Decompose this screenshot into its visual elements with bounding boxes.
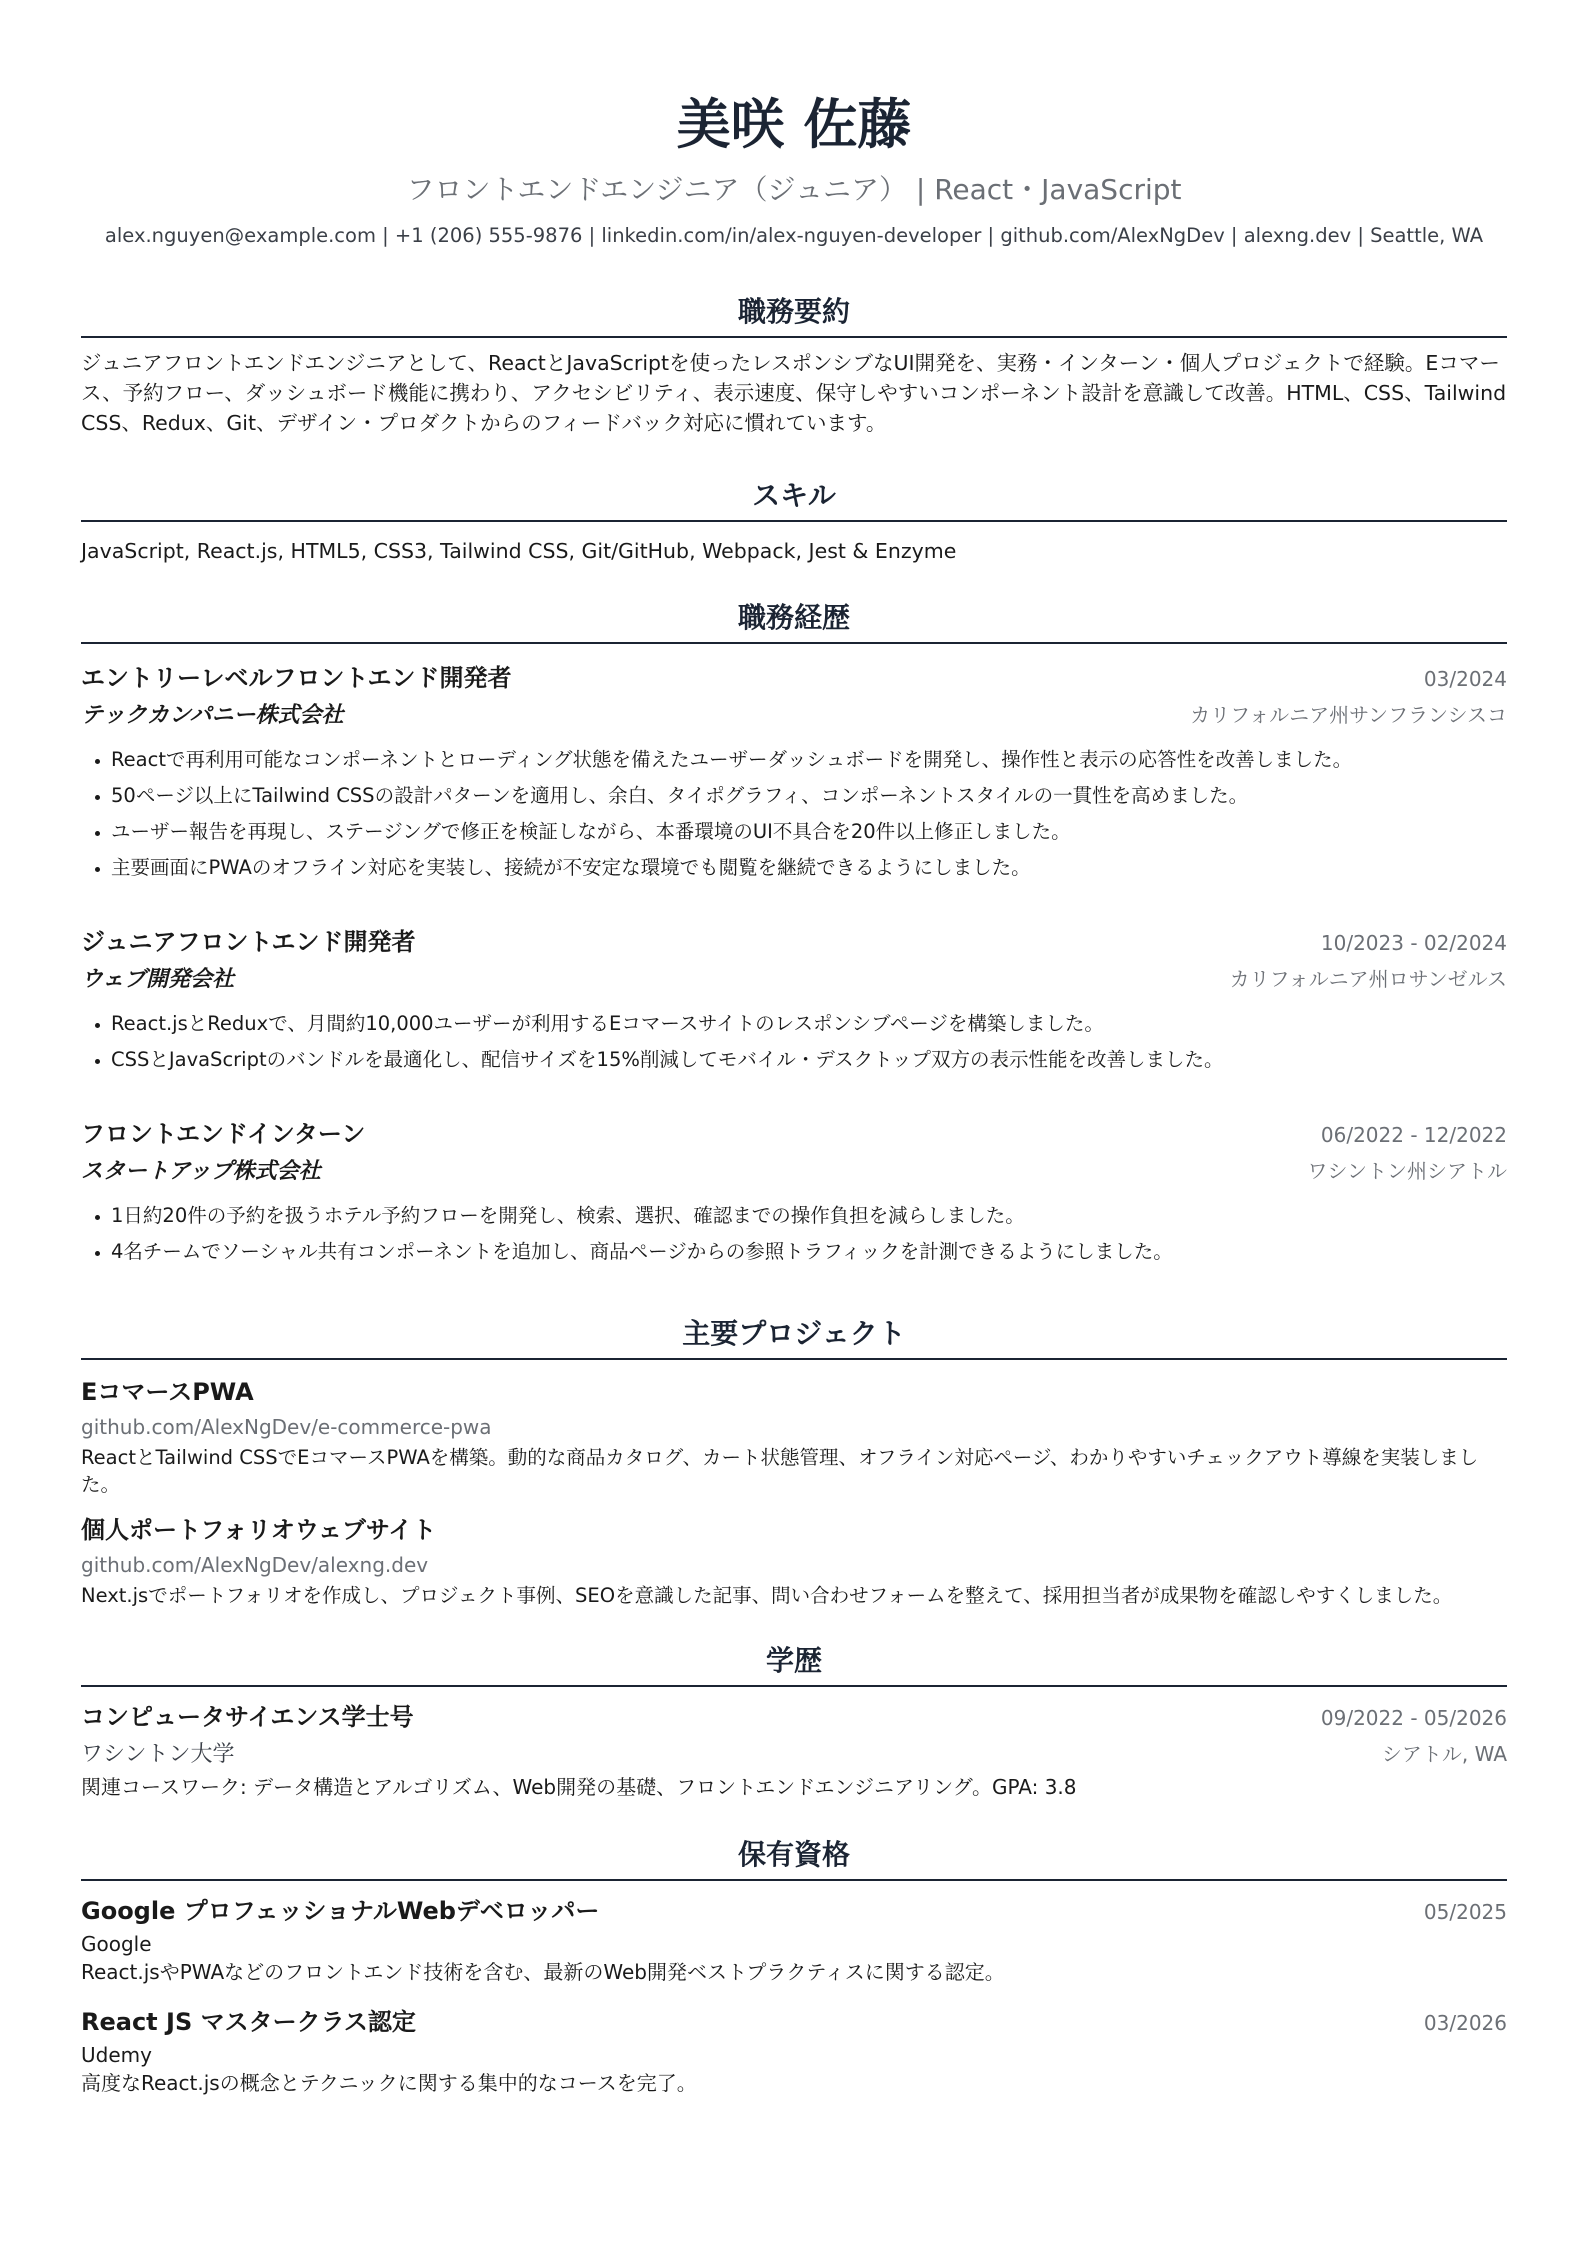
project-name: EコマースPWA	[81, 1378, 254, 1406]
project-link[interactable]: github.com/AlexNgDev/alexng.dev	[81, 1553, 429, 1577]
job-company: テックカンパニー株式会社	[81, 703, 344, 728]
job-entry	[81, 924, 1507, 1078]
job-date: 10/2023 - 02/2024	[1320, 931, 1507, 955]
summary-section	[81, 292, 1507, 438]
job-role: エントリーレベルフロントエンド開発者	[81, 664, 512, 692]
certification-entry	[81, 1893, 1507, 1986]
contact-linkedin: linkedin.com/in/alex-nguyen-developer	[601, 224, 982, 247]
section-title: 保有資格	[81, 1835, 1507, 1881]
job-bullet: • CSSとJavaScriptのバンドルを最適化し、配信サイズを15%削減してモバイル・デスクトップ双方の表示性能を改善しました。	[111, 1042, 1507, 1078]
contact-separator: |	[1351, 224, 1371, 247]
contact-github: github.com/AlexNgDev	[1000, 224, 1225, 247]
contact-separator: |	[375, 224, 395, 247]
section-title: 職務経歴	[81, 598, 1507, 644]
certification-issuer: Udemy	[81, 2043, 152, 2067]
certification-date: 03/2026	[1423, 2011, 1507, 2035]
job-entry	[81, 660, 1507, 886]
job-company: スタートアップ株式会社	[81, 1159, 321, 1184]
resume-header	[81, 0, 1507, 250]
job-location: カリフォルニア州サンフランシスコ	[1190, 703, 1507, 727]
projects-section	[81, 1314, 1507, 1609]
job-bullet: • 50ページ以上にTailwind CSSの設計パターンを適用し、余白、タイポグラフィ、コンポーネントスタイルの一貫性を高めました。	[111, 778, 1507, 814]
education-school: ワシントン大学	[81, 1742, 235, 1767]
project-entry	[81, 1374, 1507, 1498]
project-description: ReactとTailwind CSSでEコマースPWAを構築。動的な商品カタログ、カート状態管理、オフライン対応ページ、わかりやすいチェックアウト導線を実装しました。	[81, 1446, 1479, 1496]
job-bullet: • 主要画面にPWAのオフライン対応を実装し、接続が不安定な環境でも閲覧を継続できるようにしました。	[111, 850, 1507, 886]
job-bullets	[81, 1006, 1507, 1078]
job-role: ジュニアフロントエンド開発者	[81, 928, 416, 956]
job-role: フロントエンドインターン	[81, 1120, 366, 1148]
certification-description: 高度なReact.jsの概念とテクニックに関する集中的なコースを完了。	[81, 2071, 697, 2095]
job-bullets	[81, 742, 1507, 886]
contact-separator: |	[582, 224, 602, 247]
job-bullet: • React.jsとReduxで、月間約10,000ユーザーが利用するEコマースサイトのレスポンシブページを構築しました。	[111, 1006, 1507, 1042]
education-degree: コンピュータサイエンス学士号	[81, 1703, 414, 1731]
job-entry	[81, 1116, 1507, 1270]
experience-section	[81, 598, 1507, 1270]
contact-separator: |	[981, 224, 1001, 247]
certification-name: Google プロフェッショナルWebデベロッパー	[81, 1897, 600, 1925]
job-location: カリフォルニア州ロサンゼルス	[1229, 967, 1507, 991]
job-bullet: • Reactで再利用可能なコンポーネントとローディング状態を備えたユーザーダッシュボードを開発し、操作性と表示の応答性を改善しました。	[111, 742, 1507, 778]
project-entry	[81, 1512, 1507, 1609]
section-title: スキル	[81, 476, 1507, 522]
certifications-section	[81, 1835, 1507, 2097]
education-date: 09/2022 - 05/2026	[1320, 1706, 1507, 1730]
job-bullet: • 4名チームでソーシャル共有コンポーネントを追加し、商品ページからの参照トラフィックを計測できるようにしました。	[111, 1234, 1507, 1270]
section-title: 主要プロジェクト	[81, 1314, 1507, 1360]
summary-text: ジュニアフロントエンドエンジニアとして、ReactとJavaScriptを使ったレスポンシブなUI開発を、実務・インターン・個人プロジェクトで経験。Eコマース、予約フロー、ダッシュボード機能に携わり、アクセシビリティ、表示速度、保守しやすいコンポーネント設計を意識して改善。HTML、CSS、Tailwind CSS、Redux、Git、デザイン・プロダクトからのフィードバック対応に慣れています。	[81, 351, 1507, 435]
skills-text: JavaScript, React.js, HTML5, CSS3, Tailwind CSS, Git/GitHub, Webpack, Jest & Enzyme	[81, 539, 957, 563]
education-note: 関連コースワーク: データ構造とアルゴリズム、Web開発の基礎、フロントエンドエンジニアリング。GPA: 3.8	[81, 1775, 1077, 1799]
project-link[interactable]: github.com/AlexNgDev/e-commerce-pwa	[81, 1415, 492, 1439]
skills-section	[81, 476, 1507, 566]
job-date: 03/2024	[1423, 667, 1507, 691]
contact-line	[81, 222, 1507, 250]
project-name: 個人ポートフォリオウェブサイト	[81, 1516, 437, 1544]
education-location: シアトル, WA	[1381, 1742, 1507, 1766]
contact-separator: |	[1224, 224, 1244, 247]
candidate-subtitle: フロントエンドエンジニア（ジュニア） | React・JavaScript	[406, 173, 1182, 206]
certification-description: React.jsやPWAなどのフロントエンド技術を含む、最新のWeb開発ベストプラクティスに関する認定。	[81, 1960, 1005, 1984]
education-entry	[81, 1699, 1507, 1801]
contact-website: alexng.dev	[1243, 224, 1352, 247]
certification-issuer: Google	[81, 1932, 152, 1956]
contact-location: Seattle, WA	[1370, 224, 1484, 247]
candidate-name: 美咲 佐藤	[676, 92, 912, 156]
contact-phone: +1 (206) 555-9876	[394, 224, 583, 247]
job-company: ウェブ開発会社	[81, 967, 235, 992]
job-bullet: • ユーザー報告を再現し、ステージングで修正を検証しながら、本番環境のUI不具合を20件以上修正しました。	[111, 814, 1507, 850]
job-bullets	[81, 1198, 1507, 1270]
job-bullet: • 1日約20件の予約を扱うホテル予約フローを開発し、検索、選択、確認までの操作負担を減らしました。	[111, 1198, 1507, 1234]
job-location: ワシントン州シアトル	[1307, 1159, 1507, 1183]
education-section	[81, 1641, 1507, 1801]
contact-email: alex.nguyen@example.com	[104, 224, 376, 247]
certification-entry	[81, 2004, 1507, 2097]
project-description: Next.jsでポートフォリオを作成し、プロジェクト事例、SEOを意識した記事、問い合わせフォームを整えて、採用担当者が成果物を確認しやすくしました。	[81, 1584, 1453, 1607]
section-title: 職務要約	[81, 292, 1507, 338]
certification-name: React JS マスタークラス認定	[81, 2008, 416, 2036]
certification-date: 05/2025	[1423, 1900, 1507, 1924]
job-date: 06/2022 - 12/2022	[1320, 1123, 1507, 1147]
section-title: 学歴	[81, 1641, 1507, 1687]
